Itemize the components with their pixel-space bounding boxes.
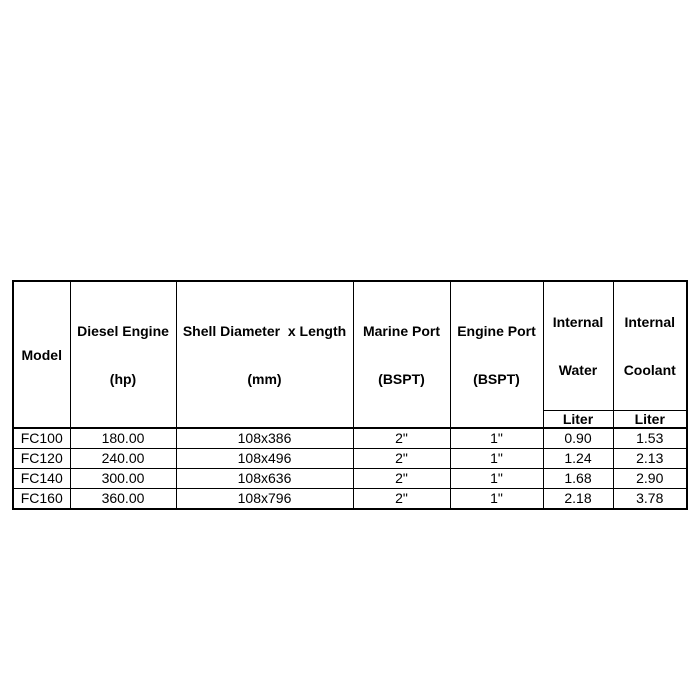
cell-engine-port-bspt: 1" — [450, 428, 543, 449]
table-row-fc100 — [13, 428, 687, 449]
header-line: Water — [558, 362, 598, 378]
col-header-internal-coolant — [613, 281, 687, 411]
col-header-model — [13, 281, 70, 428]
cell-internal-coolant-liter: 2.90 — [613, 469, 687, 489]
header-line: (BSPT) — [473, 370, 520, 387]
spec-table-body — [13, 428, 687, 509]
cell-marine-port-bspt: 2" — [353, 489, 450, 510]
spec-table-header — [13, 281, 687, 428]
cell-model: FC140 — [13, 469, 70, 489]
col-subheader-coolant-liter: Liter — [613, 411, 687, 429]
cell-marine-port-bspt: 2" — [353, 469, 450, 489]
col-header-marine-port-bspt — [353, 281, 450, 428]
col-header-shell-diameter-length — [176, 281, 353, 428]
cell-diesel-engine-hp: 360.00 — [70, 489, 176, 510]
cell-model: FC160 — [13, 489, 70, 510]
col-header-diesel-engine-hp — [70, 281, 176, 428]
cell-diesel-engine-hp: 240.00 — [70, 449, 176, 469]
header-line: (hp) — [109, 370, 137, 387]
cell-diesel-engine-hp: 180.00 — [70, 428, 176, 449]
cell-engine-port-bspt: 1" — [450, 489, 543, 510]
col-subheader-water-liter: Liter — [543, 411, 613, 429]
cell-marine-port-bspt: 2" — [353, 449, 450, 469]
cell-engine-port-bspt: 1" — [450, 449, 543, 469]
header-row-main — [13, 281, 687, 411]
table-row-fc140 — [13, 469, 687, 489]
cell-internal-water-liter: 2.18 — [543, 489, 613, 510]
header-line: Engine Port — [457, 322, 536, 339]
cell-internal-water-liter: 0.90 — [543, 428, 613, 449]
cell-shell-diameter-length: 108x796 — [176, 489, 353, 510]
header-line: Marine Port — [362, 322, 440, 339]
cell-shell-diameter-length: 108x386 — [176, 428, 353, 449]
col-header-internal-water — [543, 281, 613, 411]
cell-internal-water-liter: 1.24 — [543, 449, 613, 469]
cell-internal-coolant-liter: 3.78 — [613, 489, 687, 510]
header-line: (BSPT) — [378, 370, 425, 387]
header-line: Diesel Engine — [77, 322, 169, 339]
table-row-fc120 — [13, 449, 687, 469]
cell-engine-port-bspt: 1" — [450, 469, 543, 489]
cell-internal-water-liter: 1.68 — [543, 469, 613, 489]
cell-shell-diameter-length: 108x636 — [176, 469, 353, 489]
table-row-fc160 — [13, 489, 687, 510]
cell-model: FC100 — [13, 428, 70, 449]
cell-internal-coolant-liter: 2.13 — [613, 449, 687, 469]
cell-diesel-engine-hp: 300.00 — [70, 469, 176, 489]
col-header-engine-port-bspt — [450, 281, 543, 428]
cell-model: FC120 — [13, 449, 70, 469]
header-line: (mm) — [247, 370, 282, 387]
cell-shell-diameter-length: 108x496 — [176, 449, 353, 469]
header-line: Shell Diameter x Length — [182, 322, 347, 339]
header-line: Internal — [624, 314, 676, 330]
engine-cooler-spec-table — [12, 280, 688, 510]
cell-internal-coolant-liter: 1.53 — [613, 428, 687, 449]
header-line: Internal — [552, 314, 604, 330]
cell-marine-port-bspt: 2" — [353, 428, 450, 449]
header-line: Coolant — [623, 362, 676, 378]
header-line: Model — [21, 346, 62, 363]
